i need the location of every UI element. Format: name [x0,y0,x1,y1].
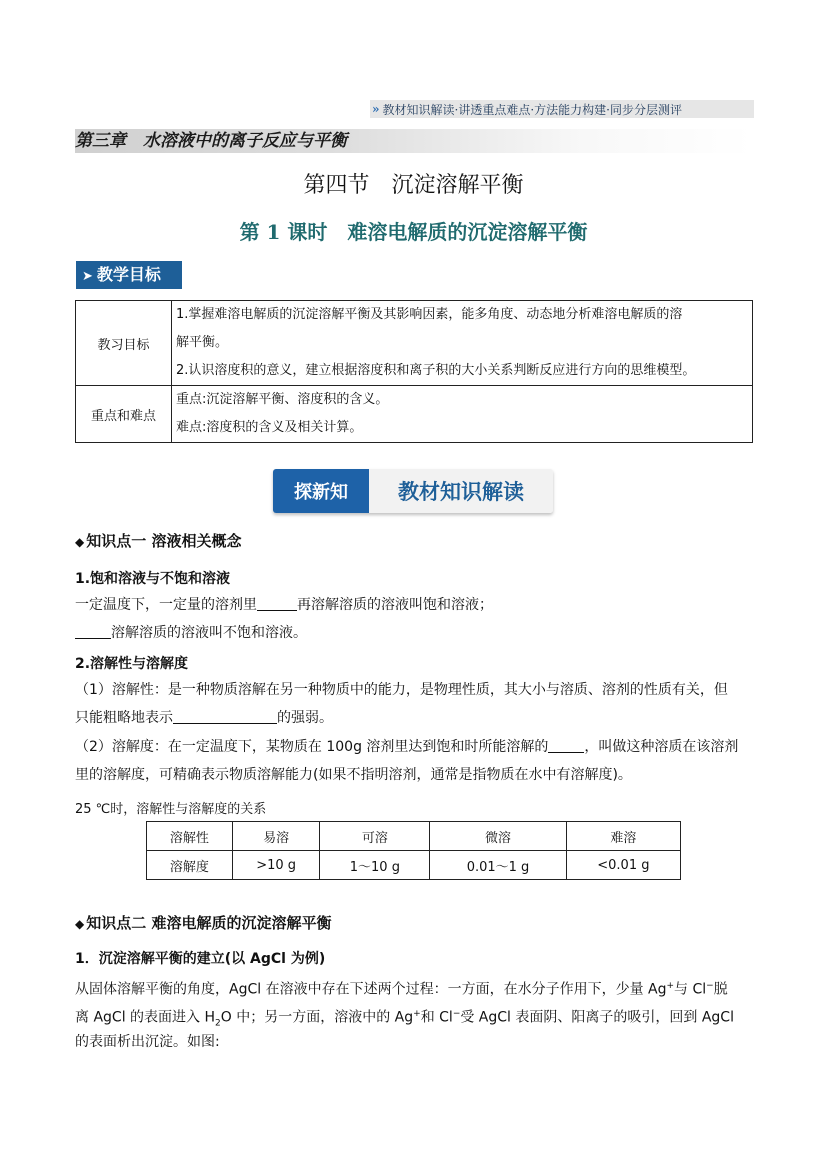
fill-blank[interactable] [173,707,277,724]
text-span: 脱 [713,981,728,998]
table-cell: 微溶 [430,822,566,851]
table-caption: 25 ℃时，溶解性与溶解度的关系 [75,802,267,817]
table-row [76,386,753,443]
goals-row-header: 教习目标 [76,301,172,386]
superscript: + [666,981,675,991]
table-row [147,822,681,851]
fill-blank[interactable] [257,594,297,611]
goals-badge [76,261,182,289]
text-span: 的强弱。 [277,710,333,726]
table-cell: 难溶 [566,822,680,851]
fill-blank[interactable] [548,736,584,753]
explore-left-label: 探新知 [273,469,369,513]
subsection-title: 1.饱和溶液与不饱和溶液 [75,571,231,587]
text-span: 和 Cl [420,1009,453,1026]
table-cell: 可溶 [320,822,430,851]
knowledge-point-title [75,912,331,933]
knowledge-point-title [75,530,241,551]
table-cell: 1～10 g [320,851,430,880]
diamond-icon: ◆ [75,535,85,549]
chapter-title: 第三章 水溶液中的离子反应与平衡 [75,129,753,153]
goals-row-header: 重点和难点 [76,386,172,443]
subsection-title: 2.溶解性与溶解度 [75,656,189,672]
arrow-right-icon: ➤ [82,269,93,284]
table-cell: >10 g [232,851,320,880]
goal-line: 重点:沉淀溶解平衡、溶度积的含义。 [176,392,389,407]
subsection-title: 1．沉淀溶解平衡的建立(以 AgCl 为例) [75,951,326,967]
paragraph-line [75,704,333,732]
goal-line: 1.掌握难溶电解质的沉淀溶解平衡及其影响因素，能多角度、动态地分析难溶电解质的溶 [176,307,683,322]
table-row [147,851,681,880]
explore-banner [273,469,553,513]
goals-row-content [172,386,753,443]
goal-line: 难点:溶度积的含义及相关计算。 [176,420,363,435]
text-span: 一定温度下，一定量的溶剂里 [75,597,257,613]
banner-text: 教材知识解读·讲透重点难点·方法能力构建·同步分层测评 [382,102,682,117]
section-title: 第四节 沉淀溶解平衡 [303,173,524,198]
knowledge-point-label: 知识点一 溶液相关概念 [86,532,242,550]
table-cell: <0.01 g [566,851,680,880]
table-cell: 溶解性 [147,822,233,851]
goal-line: 2.认识溶度积的意义，建立根据溶度积和离子积的大小关系判断反应进行方向的思维模型。 [176,363,696,378]
table-row [76,301,753,386]
text-span: （2）溶解度：在一定温度下，某物质在 100g 溶剂里达到饱和时所能溶解的 [75,739,549,755]
paragraph-line [75,733,738,761]
text-span: 从固体溶解平衡的角度，AgCl 在溶液中存在下述两个过程：一方面，在水分子作用下，少量 Ag [75,981,667,998]
double-chevron-icon: » [372,102,380,116]
text-span: 受 AgCl 表面阴、阳离子的吸引，回到 AgCl [460,1009,734,1026]
paragraph-line: （1）溶解性：是一种物质溶解在另一种物质中的能力，是物理性质，其大小与溶质、溶剂的性质有关，但 [75,682,728,698]
goals-badge-label: 教学目标 [96,265,161,284]
superscript: − [452,1009,461,1019]
fill-blank[interactable] [75,622,111,639]
goals-row-content [172,301,753,386]
paragraph-line: 里的溶解度，可精确表示物质溶解能力(如果不指明溶剂，通常是指物质在水中有溶解度)。 [75,767,632,783]
text-span: 与 Cl [674,981,707,998]
text-span: 再溶解溶质的溶液叫饱和溶液； [297,597,493,613]
goals-table [75,300,753,443]
table-cell: 易溶 [232,822,320,851]
knowledge-point-label: 知识点二 难溶电解质的沉淀溶解平衡 [86,914,332,932]
lesson-title: 第 1 课时 难溶电解质的沉淀溶解平衡 [239,220,588,244]
paragraph-line: 的表面析出沉淀。如图: [75,1034,220,1050]
diamond-icon: ◆ [75,917,85,931]
text-span: 溶解溶质的溶液叫不饱和溶液。 [111,625,307,641]
text-span: ，叫做这种溶质在该溶剂 [584,739,739,755]
superscript: − [706,981,714,991]
goal-line: 解平衡。 [176,335,229,350]
text-span: 只能粗略地表示 [75,710,173,726]
solubility-table [146,821,681,880]
paragraph-line [75,591,493,619]
paragraph-line [75,619,307,647]
subscript: 2 [215,1018,221,1029]
explore-right-label: 教材知识解读 [369,469,553,513]
superscript: + [413,1009,421,1019]
table-cell: 溶解度 [147,851,233,880]
header-banner [370,100,754,118]
paragraph-line [75,972,728,1004]
text-span: O 中；另一方面，溶液中的 Ag [220,1009,414,1026]
table-cell: 0.01～1 g [430,851,566,880]
text-span: 离 AgCl 的表面进入 H [75,1009,216,1026]
